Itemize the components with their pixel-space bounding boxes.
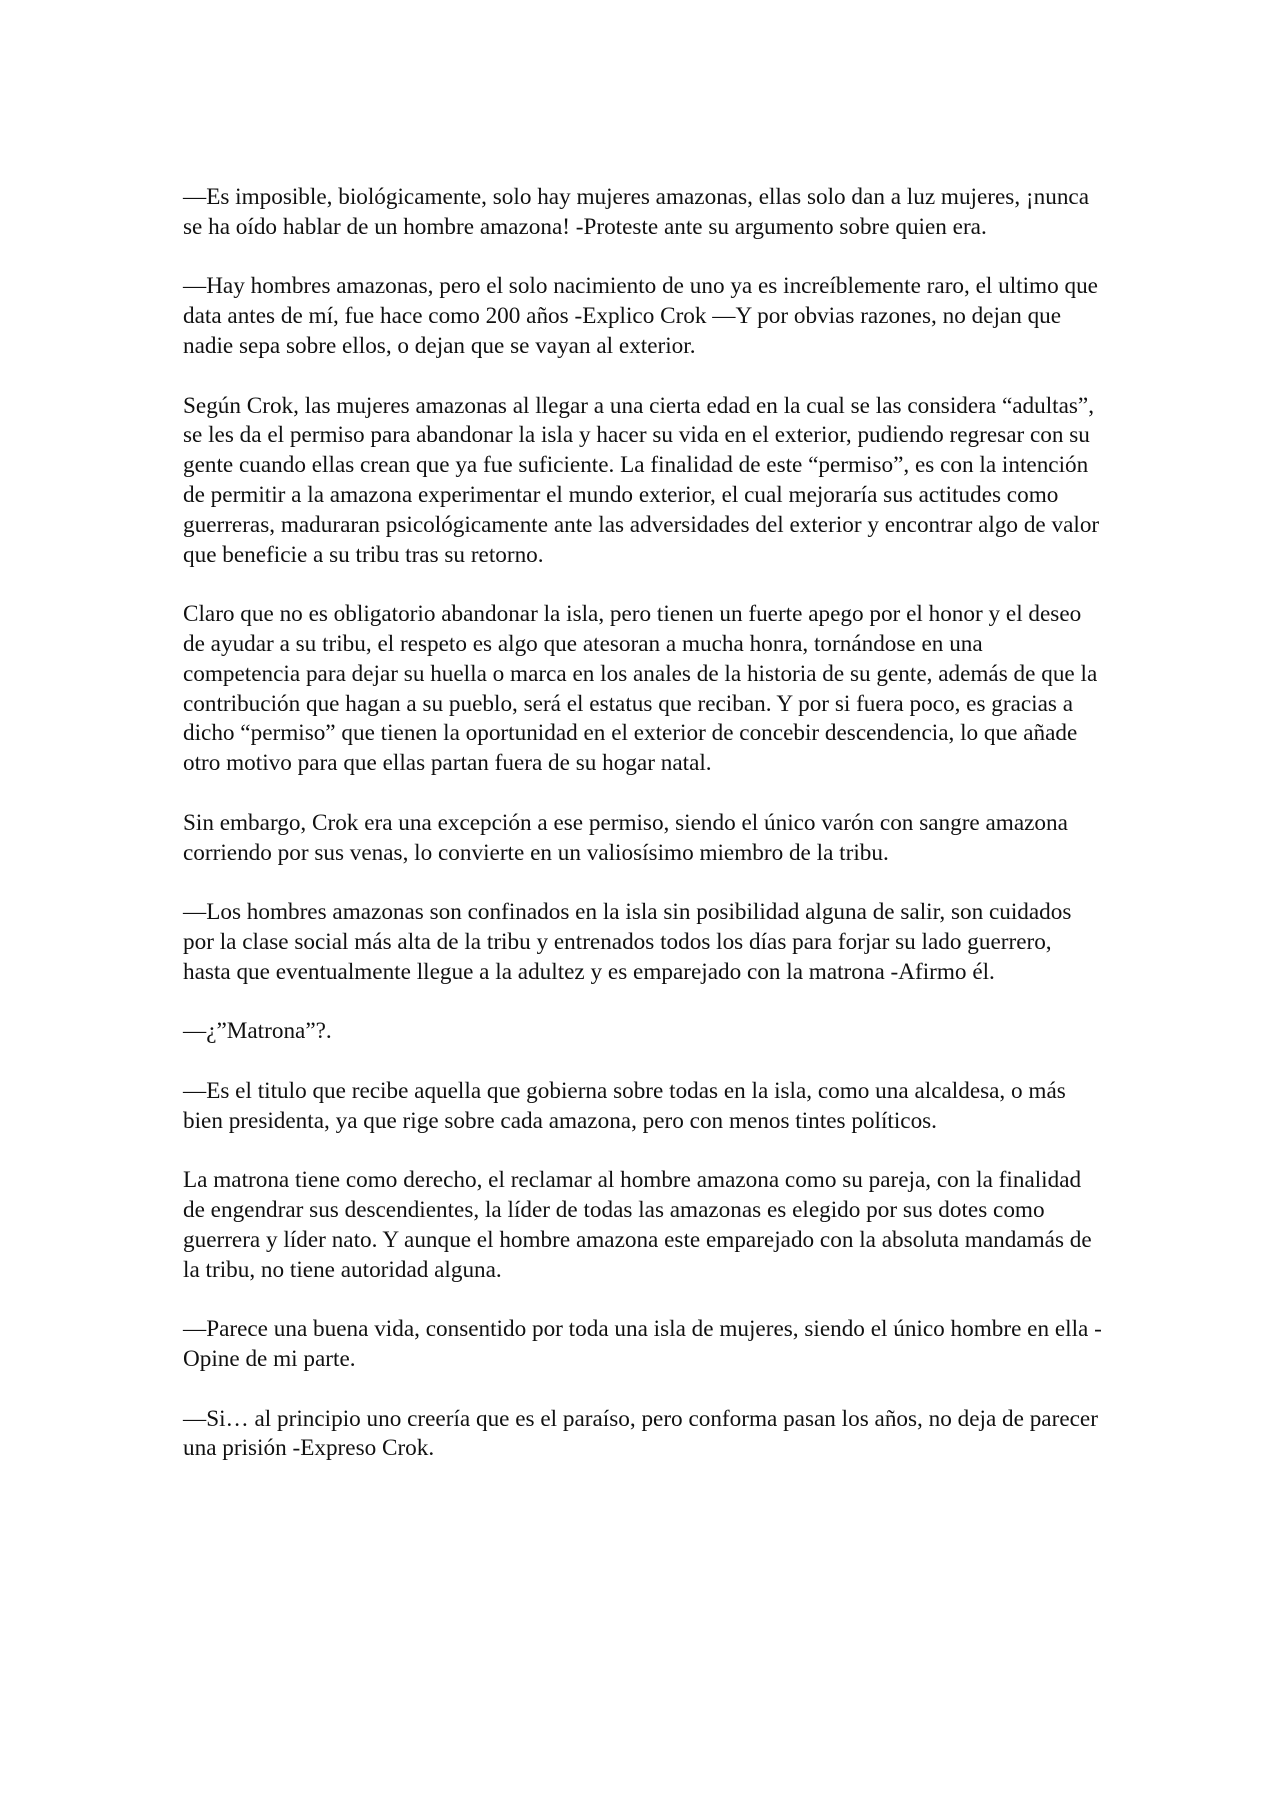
paragraph: —Es el titulo que recibe aquella que gobierna sobre todas en la isla, como una alcaldesa, o más bien presidenta, ya que rige sobre cada amazona, pero con menos tintes políticos.: [183, 1077, 1066, 1134]
paragraph: Sin embargo, Crok era una excepción a ese permiso, siendo el único varón con sangre amazona corriendo por sus venas, lo convierte en un valiosísimo miembro de la tribu.: [183, 809, 1068, 866]
paragraph: —Parece una buena vida, consentido por toda una isla de mujeres, siendo el único hombre en ella -Opine de mi parte.: [183, 1316, 1102, 1373]
paragraph: La matrona tiene como derecho, el reclamar al hombre amazona como su pareja, con la finalidad de engendrar sus descendientes, la líder de todas las amazonas es elegido por sus dotes como guerrera y líder nato. Y aunque el hombre amazona este emparejado con la absoluta mandamás de la tribu, no tiene autoridad alguna.: [183, 1167, 1092, 1283]
paragraph: —Hay hombres amazonas, pero el solo nacimiento de uno ya es increíblemente raro, el ultimo que data antes de mí, fue hace como 200 años -Explico Crok —Y por obvias razones, no dejan que nadie sepa sobre ellos, o dejan que se vayan al exterior.: [183, 273, 1098, 359]
paragraph: —Los hombres amazonas son confinados en la isla sin posibilidad alguna de salir, son cuidados por la clase social más alta de la tribu y entrenados todos los días para forjar su lado guerrero, hasta que eventualmente llegue a la adultez y es emparejado con la matrona -Afirmo él.: [183, 899, 1072, 985]
document-body: [183, 183, 1103, 1494]
paragraph: —Si… al principio uno creería que es el paraíso, pero conforma pasan los años, no deja de parecer una prisión -Expreso Crok.: [183, 1405, 1098, 1462]
paragraph: —Es imposible, biológicamente, solo hay mujeres amazonas, ellas solo dan a luz mujeres, ¡nunca se ha oído hablar de un hombre amazona! -Proteste ante su argumento sobre quien era.: [183, 184, 1089, 240]
paragraph: Claro que no es obligatorio abandonar la isla, pero tienen un fuerte apego por el honor y el deseo de ayudar a su tribu, el respeto es algo que atesoran a mucha honra, tornándose en una competencia para dejar su huella o marca en los anales de la historia de su gente, además de que la contribución que hagan a su pueblo, será el estatus que reciban. Y por si fuera poco, es gracias a dicho “permiso” que tienen la oportunidad en el exterior de concebir descendencia, lo que añade otro motivo para que ellas partan fuera de su hogar natal.: [183, 601, 1098, 777]
paragraph: —¿”Matrona”?.: [183, 1018, 332, 1045]
paragraph: Según Crok, las mujeres amazonas al llegar a una cierta edad en la cual se las considera “adultas”, se les da el permiso para abandonar la isla y hacer su vida en el exterior, pudiendo regresar con su gente cuando ellas crean que ya fue suficiente. La finalidad de este “permiso”, es con la intención de permitir a la amazona experimentar el mundo exterior, el cual mejoraría sus actitudes como guerreras, maduraran psicológicamente ante las adversidades del exterior y encontrar algo de valor que beneficie a su tribu tras su retorno.: [183, 392, 1100, 568]
